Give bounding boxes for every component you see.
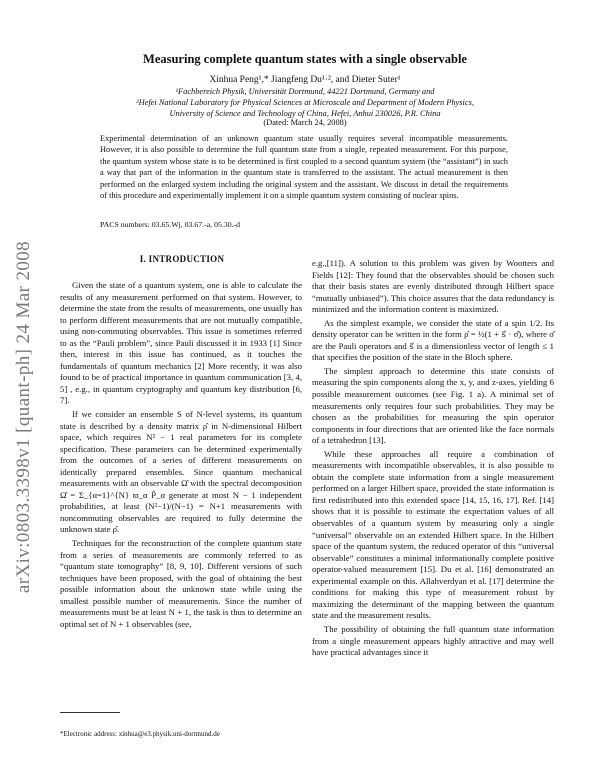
left-column bbox=[60, 280, 302, 630]
authors: Xinhua Peng¹,* Jiangfeng Du¹·², and Dieter Suter¹ bbox=[209, 75, 401, 85]
affiliation-1: ¹Fachbereich Physik, Universität Dortmund, 44221 Dortmund, Germany and bbox=[175, 87, 435, 96]
paragraph: e.g.,[11]). A solution to this problem was given by Wootters and Fields [12]: They found that the observables should be chosen such that their basis states are evenly distributed through Hilbert space “mutually unbiased”). This choice assures that the data redundancy is minimized and the information content is maximized. bbox=[312, 258, 554, 315]
pacs-numbers: PACS numbers: 03.65.Wj, 03.67.-a, 05.30.-d bbox=[100, 220, 241, 229]
paragraph: If we consider an ensemble S of N-level systems, its quantum state is described by a density matrix ρ̂ in N-dimensional Hilbert space, which requires N² − 1 real parameters for its complete specification. These parameters can be determined experimentally from the outcomes of a series of different measurements on identically prepared ensembles. Since quantum mechanical measurements with an observable Ω̂ with the spectral decomposition Ω̂ = Σ_{α=1}^{N} ϖ_α P̂_α generate at most N − 1 independent probabilities, at least (N²−1)/(N−1) = N+1 measurements with noncommuting observables are required to fully determine the unknown state ρ̂. bbox=[60, 409, 302, 535]
paragraph: While these approaches all require a combination of measurements with incompatible observables, it is also possible to obtain the complete state information from a single measurement performed on a larger Hilbert space, provided the state information is first redistributed into this extended space [14, 15, 16, 17]. Ref. [14] shows that it is possible to estimate the expectation values of all observables of a quantum system by measuring only a single “universal” observable on an extended Hilbert space. In the Hilbert space of the quantum system, the reduced operator of this “universal observable” constitutes a minimal informationally complete positive operator-valued measurement [15]. Du et al. [16] demonstrated an experimental example on this. Allahverdyan et al. [17] determine the conditions for making this type of measurement robust by maximizing the determinant of the mapping between the quantum state and the measurement results. bbox=[312, 448, 554, 621]
footnote: *Electronic address: xinhua@e3.physik.uni-dortmund.de bbox=[60, 730, 220, 738]
date-line: (Dated: March 24, 2008) bbox=[263, 118, 347, 127]
arxiv-side-stamp: arXiv:0803.3398v1 [quant-ph] 24 Mar 2008 bbox=[13, 240, 34, 594]
right-column bbox=[312, 258, 554, 659]
affiliation-2: ²Hefei National Laboratory for Physical Sciences at Microscale and Department of Modern Physics, bbox=[136, 98, 474, 107]
abstract: Experimental determination of an unknown quantum state usually requires several incompatible measurements. However, it is also possible to determine the full quantum state from a single, repeated measurement. For this purpose, the quantum system whose state is to be determined is first coupled to a second quantum system (the “assistant”) in such a way that part of the information in the quantum state is transferred to the assistant. The actual measurement is then performed on the enlarged system including the original system and the assistant. We discuss in detail the requirements of this procedure and experimentally implement it on a simple quantum system consisting of nuclear spins. bbox=[100, 134, 508, 201]
paragraph: As the simplest example, we consider the state of a spin 1/2. Its density operator can be written in the form ρ̂ = ½(1 + s⃗ · σ̂), where σ̂ are the Pauli operators and s⃗ is a dimensionless vector of length ≤ 1 that specifies the position of the state in the Bloch sphere. bbox=[312, 317, 554, 363]
footnote-rule bbox=[60, 712, 120, 713]
section-heading: I. INTRODUCTION bbox=[139, 254, 225, 264]
paragraph: The possibility of obtaining the full quantum state information from a single measurement appears highly attractive and may well have practical advantages since it bbox=[312, 623, 554, 658]
paragraph: Given the state of a quantum system, one is able to calculate the results of any measurement performed on that system. However, to determine the state from the results of measurements, one usually has to perform different measurements that are not mutually compatible, using non-commuting observables. This issue is sometimes referred to as the “Pauli problem”, since Pauli discussed it in 1933 [1] Since then, interest in this issue has continued, as it touches the fundamentals of quantum mechanics [2] More recently, it was also found to be of practical importance in quantum communication [3, 4, 5] , e.g., in quantum cryptography and quantum key distribution [6, 7]. bbox=[60, 280, 302, 406]
affiliation-3: University of Science and Technology of China, Hefei, Anhui 230026, P.R. China bbox=[169, 109, 441, 118]
paragraph: The simplest approach to determine this state consists of measuring the spin components along the x, y, and z-axes, yielding 6 possible measurement outcomes (see Fig. 1 a). A minimal set of measurements only requires four such probabilities. They may be chosen as the probabilities for measuring the spin operator components in four directions that are oriented like the face normals of a tetrahedron [13]. bbox=[312, 365, 554, 446]
paragraph: Techniques for the reconstruction of the complete quantum state from a series of measurements are commonly referred to as “quantum state tomography” [8, 9, 10]. Different versions of such techniques have been proposed, with the goal of obtaining the best possible information about the unknown state while using the smallest possible number of measurements. Since the number of measurements must be at least N + 1, the task is thus to determine an optimal set of N + 1 observables (see, bbox=[60, 538, 302, 629]
paper-title: Measuring complete quantum states with a single observable bbox=[143, 52, 467, 66]
